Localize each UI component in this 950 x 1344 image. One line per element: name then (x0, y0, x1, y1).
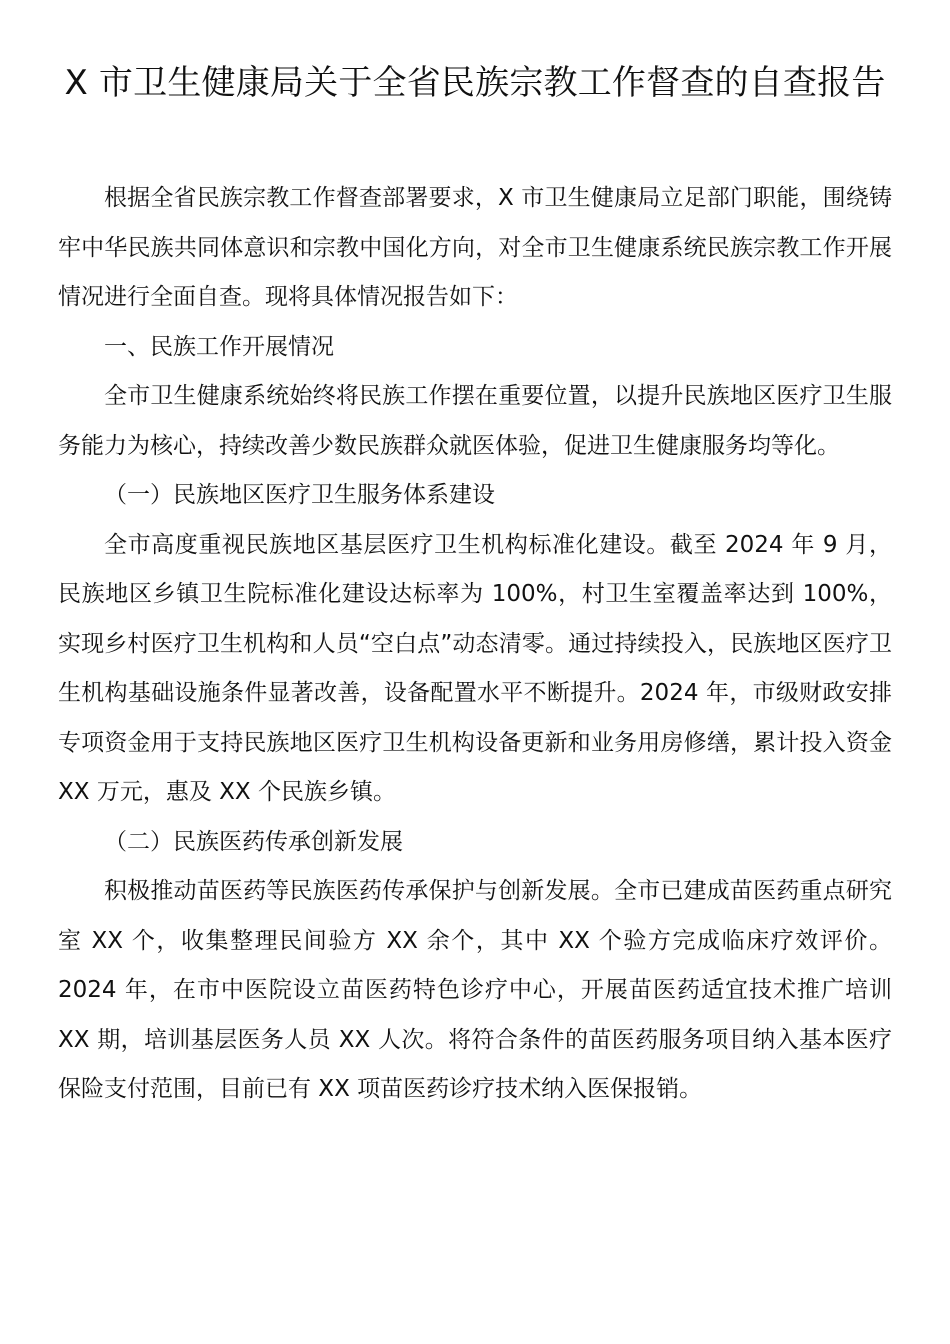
subsection-paragraph-ethnic-medicine: 积极推动苗医药等民族医药传承保护与创新发展。全市已建成苗医药重点研究室 XX 个，收集整理民间验方 XX 余个，其中 XX 个验方完成临床疗效评价。2024 年，在市中医院设立苗医药特色诊疗中心，开展苗医药适宜技术推广培训 XX 期，培训基层医务人员 XX 人次。将符合条件的苗医药服务项目纳入基本医疗保险支付范围，目前已有 XX 项苗医药诊疗技术纳入医保报销。 (58, 878, 892, 1102)
subsection-heading-ethnic-medicine: （二）民族医药传承创新发展 (104, 828, 403, 855)
section-heading-ethnic-work: 一、民族工作开展情况 (104, 333, 334, 360)
subsection-heading-service-system: （一）民族地区医疗卫生服务体系建设 (104, 482, 495, 508)
intro-paragraph: 根据全省民族宗教工作督查部署要求，X 市卫生健康局立足部门职能，围绕铸牢中华民族共同体意识和宗教中国化方向，对全市卫生健康系统民族宗教工作开展情况进行全面自查。现将具体情况报告如下： (58, 185, 892, 310)
document-title: X 市卫生健康局关于全省民族宗教工作督查的自查报告 (64, 63, 886, 103)
subsection-paragraph-service-system: 全市高度重视民族地区基层医疗卫生机构标准化建设。截至 2024 年 9 月，民族地区乡镇卫生院标准化建设达标率为 100%，村卫生室覆盖率达到 100%，实现乡村医疗卫生机构和人员“空白点”动态清零。通过持续投入，民族地区医疗卫生机构基础设施条件显著改善，设备配置水平不断提升。2024 年，市级财政安排专项资金用于支持民族地区医疗卫生机构设备更新和业务用房修缮，累计投入资金 XX 万元，惠及 XX 个民族乡镇。 (58, 531, 892, 805)
section-paragraph-ethnic-work: 全市卫生健康系统始终将民族工作摆在重要位置，以提升民族地区医疗卫生服务能力为核心，持续改善少数民族群众就医体验，促进卫生健康服务均等化。 (58, 383, 892, 459)
document-body (58, 174, 892, 1115)
